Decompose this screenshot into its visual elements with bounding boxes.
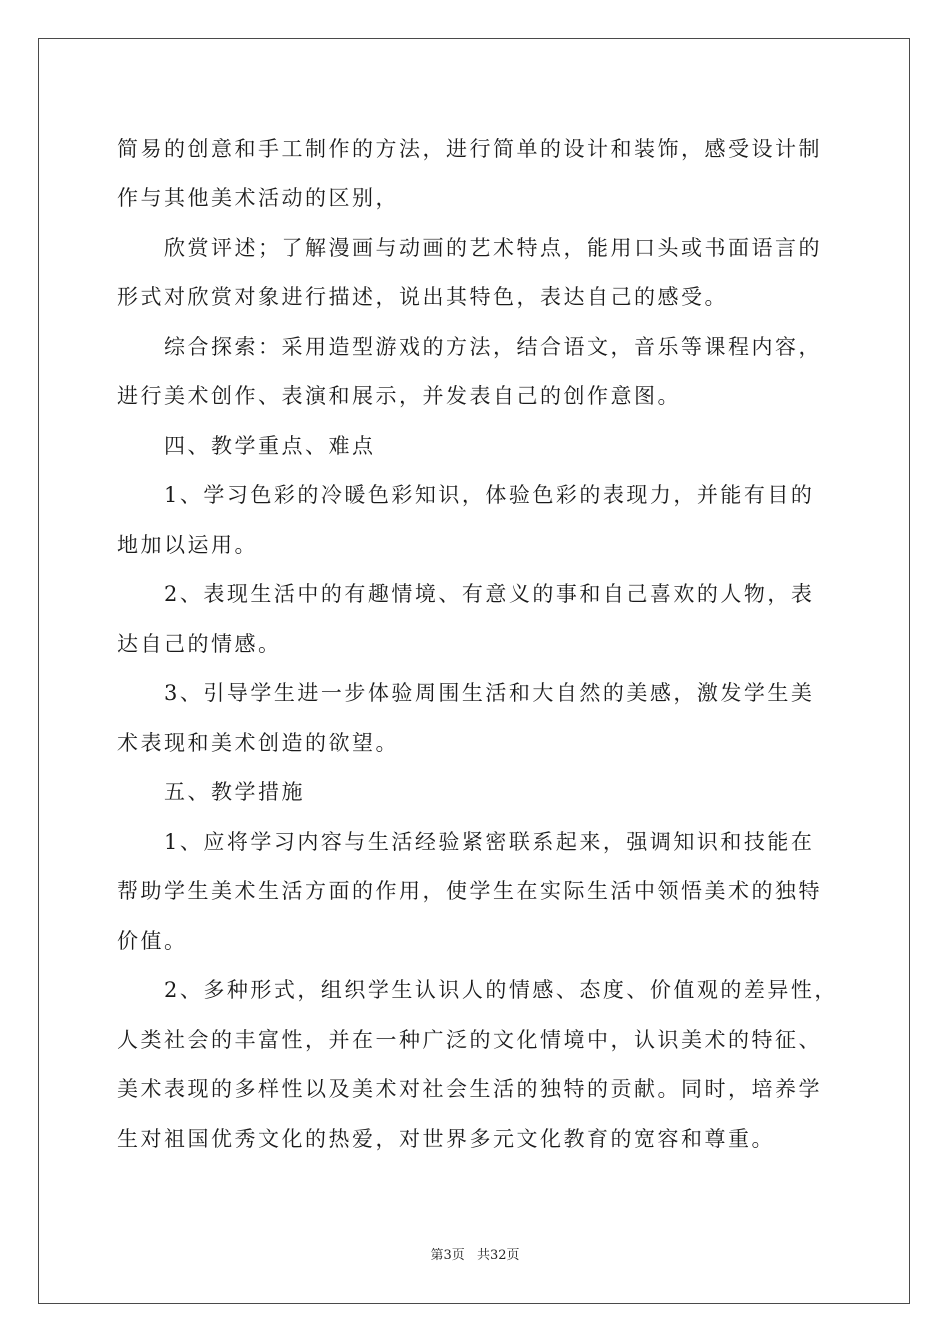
text-line: 地加以运用。 [117, 533, 258, 557]
text-line: 美术表现的多样性以及美术对社会生活的独特的贡献。同时，培养学 [117, 1077, 822, 1101]
section-heading: 四、教学重点、难点 [164, 434, 376, 458]
text-line: 进行美术创作、表演和展示，并发表自己的创作意图。 [117, 384, 681, 408]
text-line: 作与其他美术活动的区别， [117, 186, 399, 210]
text-line: 人类社会的丰富性，并在一种广泛的文化情境中，认识美术的特征、 [117, 1028, 822, 1052]
text-line: 简易的创意和手工制作的方法，进行简单的设计和装饰，感受设计制 [117, 137, 822, 161]
text-line: 生对祖国优秀文化的热爱，对世界多元文化教育的宽容和尊重。 [117, 1127, 775, 1151]
current-page-number: 第3页 [430, 1248, 465, 1263]
paragraph-start: 2、表现生活中的有趣情境、有意义的事和自己喜欢的人物，表 [164, 582, 815, 606]
paragraph-start: 1、应将学习内容与生活经验紧密联系起来，强调知识和技能在 [164, 830, 815, 854]
text-line: 术表现和美术创造的欲望。 [117, 731, 399, 755]
paragraph-start: 1、学习色彩的冷暖色彩知识，体验色彩的表现力，并能有目的 [164, 483, 815, 507]
paragraph-start: 2、多种形式，组织学生认识人的情感、态度、价值观的差异性， [164, 978, 838, 1002]
total-pages: 共32页 [476, 1248, 520, 1263]
paragraph-start: 3、引导学生进一步体验周围生活和大自然的美感，激发学生美 [164, 681, 815, 705]
page-border [38, 38, 910, 1304]
text-line: 达自己的情感。 [117, 632, 282, 656]
paragraph-start: 欣赏评述；了解漫画与动画的艺术特点，能用口头或书面语言的 [164, 236, 822, 260]
section-heading: 五、教学措施 [164, 780, 305, 804]
text-line: 价值。 [117, 929, 188, 953]
text-line: 帮助学生美术生活方面的作用，使学生在实际生活中领悟美术的独特 [117, 879, 822, 903]
text-line: 形式对欣赏对象进行描述，说出其特色，表达自己的感受。 [117, 285, 728, 309]
paragraph-start: 综合探索：采用造型游戏的方法，结合语文，音乐等课程内容， [164, 335, 822, 359]
page-footer [0, 1244, 950, 1263]
